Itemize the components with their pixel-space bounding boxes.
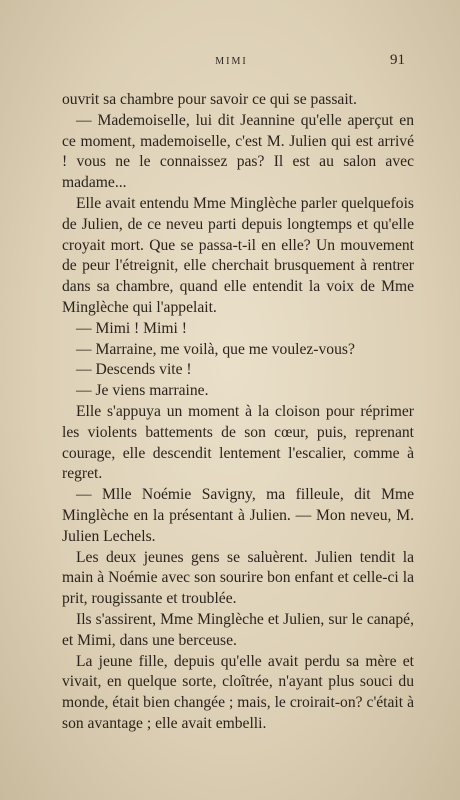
dialogue-line: — Mimi ! Mimi !	[76, 319, 187, 337]
paragraph: — Mlle Noémie Savigny, ma filleule, dit Mme Minglèche en la présentant à Julien. — Mon neveu, M. Julien Lechels.	[62, 486, 414, 545]
running-title: MIMI	[215, 56, 248, 67]
paragraph: Elle s'appuya un moment à la cloison pour réprimer les violents battements de son cœur, puis, reprenant courage, elle descendit lentement l'escalier, comme à regret.	[62, 402, 414, 483]
body-text	[62, 90, 414, 735]
dialogue-line: — Marraine, me voilà, que me voulez-vous?	[76, 340, 355, 358]
paragraph: ouvrit sa chambre pour savoir ce qui se passait.	[62, 91, 357, 108]
page-number: 91	[390, 52, 405, 68]
paragraph: La jeune fille, depuis qu'elle avait perdu sa mère et vivait, en quelque sorte, cloîtrée, n'ayant plus souci du monde, était bien changée ; mais, le croirait-on? c'était à son avantage ; elle avait embelli.	[62, 652, 414, 732]
paragraph: — Mademoiselle, lui dit Jeannine qu'elle aperçut en ce moment, mademoiselle, c'est M. Julien qui est arrivé ! vous ne le connaissez pas? Il est au salon avec madame...	[62, 111, 414, 192]
dialogue-line: — Descends vite !	[76, 361, 192, 379]
paragraph: Ils s'assirent, Mme Minglèche et Julien, sur le canapé, et Mimi, dans une berceuse.	[62, 610, 414, 649]
paragraph: Elle avait entendu Mme Minglèche parler quelquefois de Julien, de ce neveu parti depuis longtemps et qu'elle croyait mort. Que se passa-t-il en elle? Un mouvement de peur l'étreignit, elle cherchait brusquement à rentrer dans sa chambre, quand elle entendit la voix de Mme Minglèche qui l'appelait.	[62, 194, 414, 316]
paragraph: Les deux jeunes gens se saluèrent. Julien tendit la main à Noémie avec son sourire bon enfant et celle-ci la prit, rougissante et troublée.	[62, 548, 414, 608]
dialogue-line: — Je viens marraine.	[76, 382, 209, 400]
page-header	[58, 52, 405, 72]
